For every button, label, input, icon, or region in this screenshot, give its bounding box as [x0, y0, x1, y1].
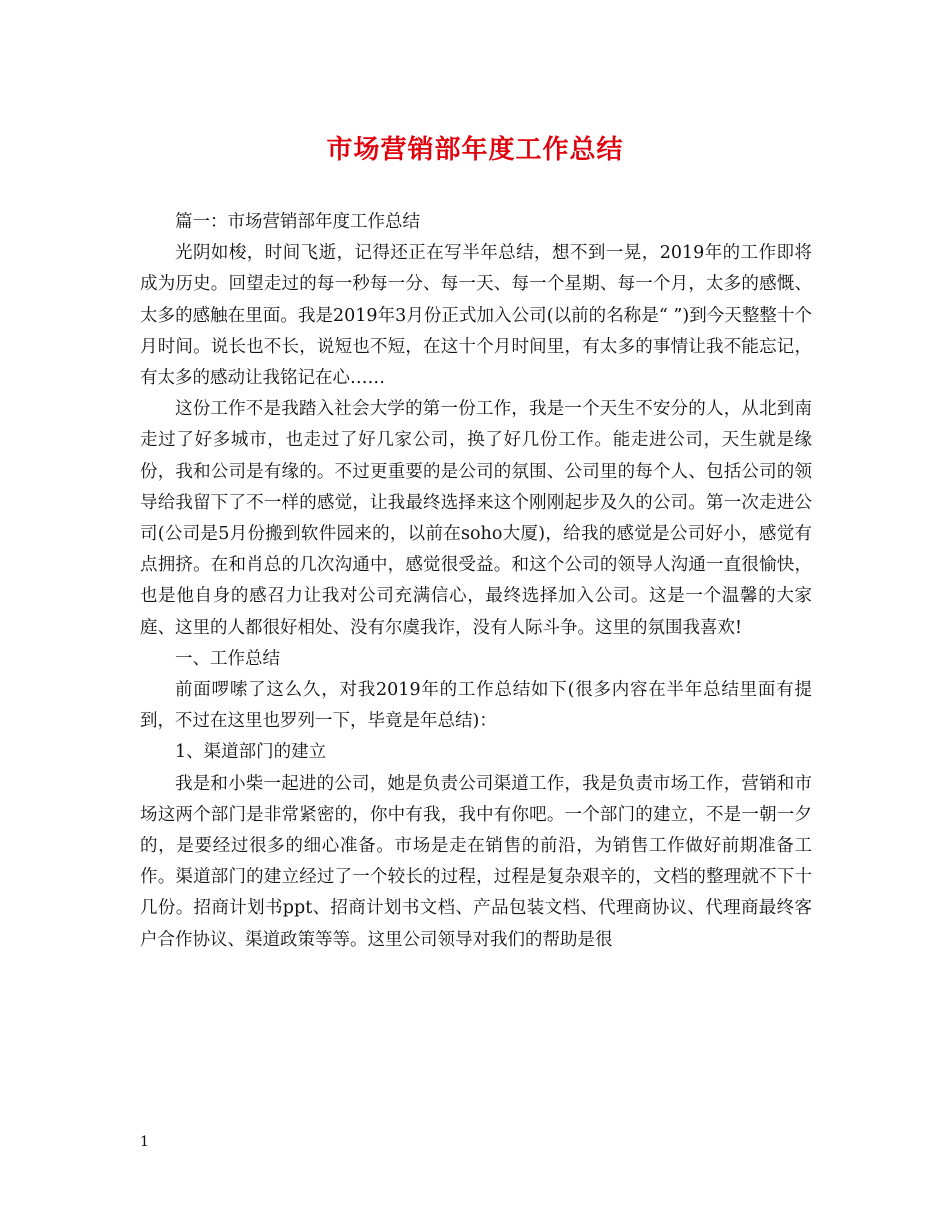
paragraph-heading: 一、工作总结 [175, 648, 280, 669]
paragraph: 前面啰嗦了这么久，对我2019年的工作总结如下(很多内容在半年总结里面有提到，不过在这里也罗列一下，毕竟是年总结)： [140, 680, 812, 732]
document-body [140, 207, 812, 956]
paragraph: 光阴如梭，时间飞逝，记得还正在写半年总结，想不到一晃，2019年的工作即将成为历史。回望走过的每一秒每一分、每一天、每一个星期、每一个月，太多的感慨、太多的感触在里面。我是2019年3月份正式加入公司(以前的名称是“ ”)到今天整整十个月时间。说长也不长，说短也不短，在这十个月时间里，有太多的事情让我不能忘记，有太多的感动让我铭记在心…… [140, 243, 812, 389]
page-number: 1 [140, 1134, 149, 1150]
document-title: 市场营销部年度工作总结 [326, 135, 624, 165]
paragraph: 我是和小柴一起进的公司，她是负责公司渠道工作，我是负责市场工作，营销和市场这两个部门是非常紧密的，你中有我，我中有你吧。一个部门的建立，不是一朝一夕的，是要经过很多的细心准备。市场是走在销售的前沿，为销售工作做好前期准备工作。渠道部门的建立经过了一个较长的过程，过程是复杂艰辛的，文档的整理就不下十几份。招商计划书ppt、招商计划书文档、产品包装文档、代理商协议、代理商最终客户合作协议、渠道政策等等。这里公司领导对我们的帮助是很 [140, 773, 812, 950]
paragraph: 这份工作不是我踏入社会大学的第一份工作，我是一个天生不安分的人，从北到南走过了好多城市，也走过了好几家公司，换了好几份工作。能走进公司，天生就是缘份，我和公司是有缘的。不过更重要的是公司的氛围、公司里的每个人、包括公司的领导给我留下了不一样的感觉，让我最终选择来这个刚刚起步及久的公司。第一次走进公司(公司是5月份搬到软件园来的，以前在soho大厦)，给我的感觉是公司好小，感觉有点拥挤。在和肖总的几次沟通中，感觉很受益。和这个公司的领导人沟通一直很愉快，也是他自身的感召力让我对公司充满信心，最终选择加入公司。这是一个温馨的大家庭、这里的人都很好相处、没有尔虞我诈，没有人际斗争。这里的氛围我喜欢! [140, 399, 812, 638]
paragraph-subheading: 1、渠道部门的建立 [175, 742, 327, 763]
paragraph-section-heading: 篇一：市场营销部年度工作总结 [175, 212, 420, 232]
